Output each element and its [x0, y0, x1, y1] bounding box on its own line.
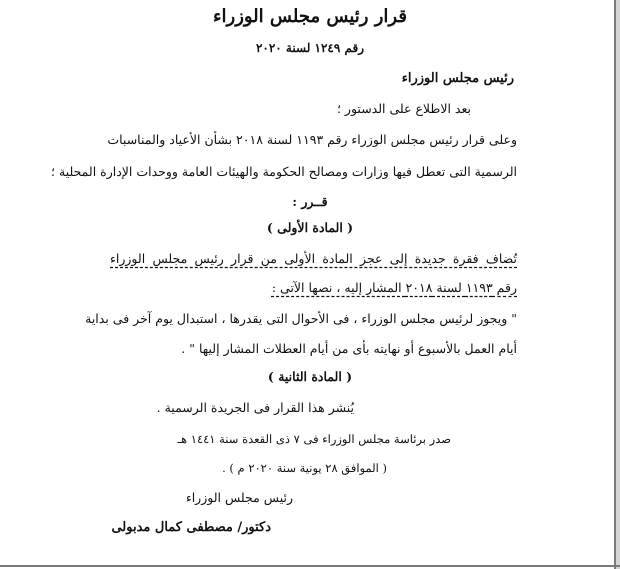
preamble-line-3: الرسمية التى تعطل فيها وزارات ومصالح الحكومة والهيئات العامة ووحدات الإدارة المحلية ؛ [51, 164, 517, 179]
issued-line-1: صدر برئاسة مجلس الوزراء فى ٧ ذى القعدة سنة ١٤٤١ هـ [177, 432, 451, 446]
page-edge-bottom [0, 565, 620, 567]
page-edge-right [614, 0, 616, 569]
preamble-line-1: بعد الاطلاع على الدستور ؛ [336, 101, 471, 116]
article-1-heading: ( المادة الأولى ) [266, 220, 354, 235]
issued-line-2: ( الموافق ٢٨ يونية سنة ٢٠٢٠ م ) . [222, 461, 387, 475]
decree-title: قرار رئيس مجلس الوزراء [213, 6, 407, 27]
issuer-heading: رئيس مجلس الوزراء [401, 71, 514, 86]
article-2-heading: ( المادة الثانية ) [267, 369, 353, 384]
signature-role: رئيس مجلس الوزراء [185, 490, 293, 505]
article-1-line-2: رقم ١١٩٣ لسنة ٢٠١٨ المشار إليه ، نصها الآتى : [271, 280, 517, 295]
decides-heading: قــرر : [292, 194, 328, 209]
signature-name: دكتور/ مصطفى كمال مدبولى [111, 520, 271, 535]
page-shadow [616, 0, 620, 569]
article-1-line-4: أيام العمل بالأسبوع أو نهايته بأى من أيام العطلات المشار إليها " . [181, 341, 517, 356]
preamble-line-2: وعلى قرار رئيس مجلس الوزراء رقم ١١٩٣ لسنة ٢٠١٨ بشأن الأعياد والمناسبات [107, 132, 517, 147]
article-1-line-1: تُضاف فقرة جديدة إلى عجز المادة الأولى من قرار رئيس مجلس الوزراء [110, 251, 517, 266]
article-1-line-3: " ويجوز لرئيس مجلس الوزراء ، فى الأحوال التى يقدرها ، استبدال يوم آخر فى بداية [85, 311, 517, 326]
article-2-line-1: يُنشر هذا القرار فى الجريدة الرسمية . [156, 400, 354, 415]
decree-number: رقم ١٢٤٩ لسنة ٢٠٢٠ [255, 41, 365, 55]
